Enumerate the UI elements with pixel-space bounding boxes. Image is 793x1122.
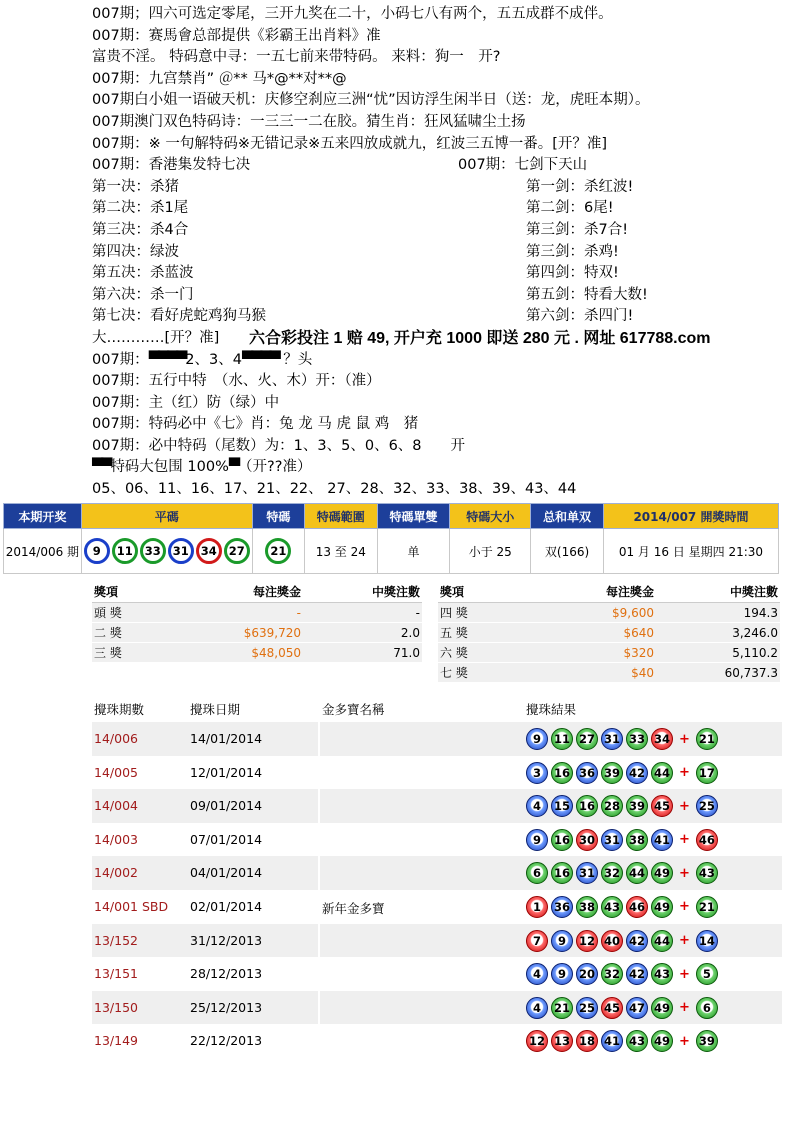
prize-amount: $40: [504, 663, 656, 683]
bar-glyphs: ▀▀▀▀: [148, 351, 186, 368]
duel-row: [92, 220, 782, 242]
prize-amount: $9,600: [504, 603, 656, 623]
lottery-ball: 31: [601, 829, 623, 851]
lottery-ball: 42: [626, 762, 648, 784]
draw-number-link[interactable]: 14/001 SBD: [94, 898, 169, 914]
text-line: 007期；四六可选定零尾，三开九奖在二十，小码七八有两个，五五成群不成伴。: [92, 6, 613, 22]
draw-number-link[interactable]: 14/005: [94, 764, 138, 780]
lottery-ball: 9: [551, 963, 573, 985]
prize-name: 三 獎: [92, 643, 158, 663]
duel-row: [92, 242, 782, 264]
lottery-ball: 27: [576, 728, 598, 750]
lottery-ball: 11: [551, 728, 573, 750]
draw-number-link[interactable]: 14/006: [94, 731, 138, 746]
special-lottery-ball: 39: [696, 1030, 718, 1052]
prize-row: [92, 603, 422, 623]
plus-icon: +: [679, 899, 690, 915]
prize-header: 獎項: [92, 580, 158, 603]
lottery-ball: 7: [526, 930, 548, 952]
lottery-ball: 20: [576, 963, 598, 985]
duel-right: 第五剑：特看大数!: [526, 286, 648, 303]
lottery-ball: 4: [526, 963, 548, 985]
history-col-header: 攪珠日期: [190, 702, 241, 717]
draw-date: 12/01/2014: [190, 764, 263, 780]
special-lottery-ball: 21: [696, 896, 718, 918]
col-header: 本期开奖: [4, 504, 82, 529]
lottery-ball: 43: [651, 963, 673, 985]
lottery-ball: 31: [601, 728, 623, 750]
prize-row: [438, 663, 780, 683]
prize-amount: -: [158, 603, 303, 623]
duel-right: 第二剑：6尾!: [526, 200, 614, 217]
prize-name: 五 獎: [438, 623, 504, 643]
period-cell: 2014/006 期: [4, 529, 82, 574]
prize-name: 七 獎: [438, 663, 504, 683]
lottery-ball: 4: [526, 795, 548, 817]
draw-date: 09/01/2014: [190, 798, 263, 814]
special-lottery-ball: 5: [696, 963, 718, 985]
lottery-ball: 15: [551, 795, 573, 817]
duel-row: [92, 263, 782, 285]
draw-date: 04/01/2014: [190, 865, 263, 881]
prize-name: 六 獎: [438, 643, 504, 663]
draw-result-balls: [526, 829, 721, 851]
prize-header: 每注獎金: [504, 580, 656, 603]
history-row: [92, 823, 782, 857]
special-lottery-ball: 43: [696, 862, 718, 884]
history-row: [92, 991, 782, 1025]
plus-icon: +: [679, 966, 690, 982]
lottery-ball: 36: [551, 896, 573, 918]
lottery-ball: 33: [140, 538, 166, 564]
lottery-ball: 9: [526, 728, 548, 750]
lottery-ball: 39: [626, 795, 648, 817]
lottery-ball: 49: [651, 997, 673, 1019]
draw-number-link[interactable]: 13/149: [94, 1033, 138, 1049]
prize-count: 2.0: [303, 623, 422, 643]
draw-result-balls: [526, 963, 721, 985]
prize-row: [438, 643, 780, 663]
history-row: [92, 856, 782, 890]
lottery-ball: 38: [576, 896, 598, 918]
draw-number-link[interactable]: 13/152: [94, 932, 138, 948]
lottery-ball: 16: [551, 829, 573, 851]
lottery-ball: 12: [526, 1030, 548, 1052]
text-line: 富贵不淫。 特码意中寻：一五七前来带特码。 来料：狗一 开?: [92, 49, 501, 66]
col-header: 特碼範圍: [304, 504, 377, 529]
text-line: 007期澳门双色特码诗：一三三一二在胶。猜生肖：狂风猛啸尘土扬: [92, 113, 526, 130]
duel-right: 第三剑：杀7合!: [526, 221, 629, 238]
bar-glyphs: ▀▀▀▀: [241, 351, 279, 368]
draw-date: 31/12/2013: [190, 932, 263, 948]
ad-left-text: 大…………[开？准]: [92, 329, 220, 346]
lottery-ball: 45: [651, 795, 673, 817]
lottery-ball: 31: [576, 862, 598, 884]
draw-date: 28/12/2013: [190, 966, 263, 982]
lottery-ball: 41: [651, 829, 673, 851]
special-lottery-ball: 6: [696, 997, 718, 1019]
text-line: 007期：主（红）防（绿）中: [92, 394, 280, 411]
lottery-ball: 34: [651, 728, 673, 750]
prize-header: 中獎注數: [303, 580, 422, 603]
lottery-ball: 12: [576, 930, 598, 952]
lottery-ball: 21: [551, 997, 573, 1019]
special-lottery-ball: 25: [696, 795, 718, 817]
draw-number-link[interactable]: 14/004: [94, 798, 138, 814]
lottery-ball: 32: [601, 963, 623, 985]
prize-amount: $320: [504, 643, 656, 663]
line-text: ？头: [278, 351, 313, 368]
lottery-ball: 40: [601, 930, 623, 952]
history-row: [92, 924, 782, 958]
ad-row: [92, 328, 782, 350]
col-header: 特碼大小: [450, 504, 531, 529]
prize-row: [438, 623, 780, 643]
prize-amount: $48,050: [158, 643, 303, 663]
draw-result-balls: [526, 762, 721, 784]
prize-header: 每注獎金: [158, 580, 303, 603]
duel-left: 第一决：杀猪: [92, 178, 179, 195]
text-line: [92, 350, 782, 372]
prize-row: [92, 643, 422, 663]
duel-left: 第六决：杀一门: [92, 286, 194, 303]
lottery-ball: 30: [576, 829, 598, 851]
size-cell: 小于 25: [450, 529, 531, 574]
plus-icon: +: [679, 1000, 690, 1016]
prize-count: 60,737.3: [656, 663, 780, 683]
col-header: 平碼: [81, 504, 252, 529]
lottery-ball: 28: [601, 795, 623, 817]
lottery-ball: 49: [651, 862, 673, 884]
lottery-ball: 4: [526, 997, 548, 1019]
ad-banner-text[interactable]: 六合彩投注 1 赔 49, 开户充 1000 即送 280 元 . 网址 617788.com: [249, 329, 711, 347]
duel-right: 第三剑：杀鸡!: [526, 243, 619, 260]
text-line: 007期：特码必中《七》肖：兔 龙 马 虎 鼠 鸡 猪: [92, 416, 419, 433]
lottery-ball: 39: [601, 762, 623, 784]
history-row: [92, 1024, 782, 1058]
draw-date: 14/01/2014: [190, 731, 263, 746]
duel-left: 第三决：杀4合: [92, 221, 189, 238]
lottery-ball: 9: [84, 538, 110, 564]
prize-header: 獎項: [438, 580, 504, 603]
special-lottery-ball: 14: [696, 930, 718, 952]
lottery-ball: 1: [526, 896, 548, 918]
draw-result-balls: [526, 1030, 721, 1052]
bar-glyphs: ▀▀: [92, 459, 111, 476]
draw-result-balls: [526, 862, 721, 884]
prize-row: [438, 603, 780, 623]
lottery-ball: 44: [626, 862, 648, 884]
prize-name: 四 獎: [438, 603, 504, 623]
regular-balls: [82, 538, 252, 564]
lottery-ball: 11: [112, 538, 138, 564]
lottery-ball: 44: [651, 930, 673, 952]
line-text: （开??准）: [238, 459, 312, 476]
history-list: [92, 722, 782, 1058]
text-line: 007期：九宫禁肖” ＠** 马*@**对**@: [92, 70, 347, 87]
special-ball: 21: [265, 538, 291, 564]
col-header: 特碼單雙: [377, 504, 450, 529]
lottery-ball: 42: [626, 963, 648, 985]
prize-amount: $640: [504, 623, 656, 643]
lottery-ball: 49: [651, 896, 673, 918]
col-header: 特碼: [252, 504, 304, 529]
prize-table-right: [438, 580, 780, 683]
duel-right: 第六剑：杀四门!: [526, 308, 634, 325]
draw-date: 22/12/2013: [190, 1033, 263, 1049]
lottery-ball: 16: [576, 795, 598, 817]
prize-count: 71.0: [303, 643, 422, 663]
prize-header: 中獎注數: [656, 580, 780, 603]
duel-left: 第七决：看好虎蛇鸡狗马猴: [92, 308, 266, 325]
draw-result-balls: [526, 728, 721, 750]
snowball-name: 新年金多寶: [322, 900, 385, 916]
lottery-ball: 6: [526, 862, 548, 884]
history-row: [92, 722, 782, 756]
lottery-ball: 43: [626, 1030, 648, 1052]
draw-result-table: [3, 503, 779, 574]
history-row: [92, 890, 782, 924]
regular-balls-cell: [81, 529, 252, 574]
duel-title-row: [92, 155, 782, 177]
lottery-ball: 42: [626, 930, 648, 952]
lottery-ball: 18: [576, 1030, 598, 1052]
lottery-ball: 33: [626, 728, 648, 750]
special-lottery-ball: 21: [696, 728, 718, 750]
next-draw-time-cell: 01 月 16 日 星期四 21:30: [603, 529, 778, 574]
lottery-ball: 34: [196, 538, 222, 564]
lottery-ball: 25: [576, 997, 598, 1019]
draw-result-balls: [526, 795, 721, 817]
text-line: 05、06、11、16、17、21、22、 27、28、32、33、38、39、43、44: [92, 481, 577, 498]
prize-count: 3,246.0: [656, 623, 780, 643]
draw-date: 25/12/2013: [190, 999, 263, 1015]
history-col-header: 攪珠期數: [94, 702, 145, 717]
draw-result-balls: [526, 930, 721, 952]
prize-count: 5,110.2: [656, 643, 780, 663]
lottery-ball: 44: [651, 762, 673, 784]
lottery-ball: 16: [551, 862, 573, 884]
history-row: [92, 957, 782, 991]
duel-left: 第五决：杀蓝波: [92, 265, 194, 282]
duel-left: 第二决：杀1尾: [92, 200, 189, 217]
duel-row: [92, 306, 782, 328]
lottery-ball: 43: [601, 896, 623, 918]
duel-right: 第四剑：特双!: [526, 265, 619, 282]
prize-count: -: [303, 603, 422, 623]
duel-row: [92, 198, 782, 220]
prize-name: 頭 獎: [92, 603, 158, 623]
duel-right: 第一剑：杀红波!: [526, 178, 634, 195]
sum-cell: 双(166): [531, 529, 604, 574]
plus-icon: +: [679, 1033, 690, 1049]
draw-number-link[interactable]: 14/002: [94, 865, 138, 881]
special-lottery-ball: 46: [696, 829, 718, 851]
duel-right-title: 007期：七剑下天山: [458, 157, 588, 174]
odd-even-cell: 单: [377, 529, 450, 574]
text-line: 007期白小姐一语破天机：庆修空刹应三洲“忧”因访浮生闲半日（送：龙，虎旺本期）。: [92, 92, 650, 109]
plus-icon: +: [679, 731, 690, 747]
text-line: 007期：※ 一句解特码※无错记录※五来四放成就九，红波三五博一番。[开？准]: [92, 135, 608, 152]
forecast-text: [92, 4, 782, 501]
plus-icon: +: [679, 865, 690, 881]
line-text: 2、3、4: [185, 351, 242, 368]
draw-number-link[interactable]: 13/150: [94, 999, 138, 1015]
lottery-ball: 41: [601, 1030, 623, 1052]
lottery-ball: 27: [224, 538, 250, 564]
draw-number-link[interactable]: 14/003: [94, 831, 138, 847]
special-lottery-ball: 17: [696, 762, 718, 784]
draw-date: 07/01/2014: [190, 831, 263, 847]
plus-icon: +: [679, 765, 690, 781]
plus-icon: +: [679, 832, 690, 848]
draw-result-balls: [526, 896, 721, 918]
text-line: 007期：赛馬會总部提供《彩霸王出肖料》准: [92, 27, 381, 44]
lottery-ball: 45: [601, 997, 623, 1019]
lottery-ball: 16: [551, 762, 573, 784]
duel-row: [92, 177, 782, 199]
lottery-ball: 46: [626, 896, 648, 918]
history-row: [92, 756, 782, 790]
history-row: [92, 789, 782, 823]
draw-result-balls: [526, 997, 721, 1019]
lottery-ball: 38: [626, 829, 648, 851]
prize-name: 二 獎: [92, 623, 158, 643]
range-cell: 13 至 24: [304, 529, 377, 574]
prize-row: [92, 623, 422, 643]
duel-row: [92, 285, 782, 307]
prize-table-left: [92, 580, 422, 663]
lottery-ball: 3: [526, 762, 548, 784]
plus-icon: +: [679, 798, 690, 814]
duel-left-title: 007期：香港集发特七决: [92, 157, 251, 174]
lottery-ball: 36: [576, 762, 598, 784]
text-line: 007期：必中特码（尾数）为：1、3、5、0、6、8 开: [92, 437, 466, 454]
lottery-ball: 47: [626, 997, 648, 1019]
draw-number-link[interactable]: 13/151: [94, 966, 138, 982]
prize-amount: $639,720: [158, 623, 303, 643]
bar-glyphs: ▀: [228, 459, 239, 476]
lottery-ball: 9: [526, 829, 548, 851]
duel-left: 第四决：绿波: [92, 243, 179, 260]
history-col-header: 金多寶名稱: [322, 702, 385, 717]
col-header: 2014/007 開獎時間: [603, 504, 778, 529]
col-header: 总和单双: [531, 504, 604, 529]
draw-date: 02/01/2014: [190, 898, 263, 914]
history-col-header: 攪珠結果: [526, 702, 577, 717]
lottery-ball: 49: [651, 1030, 673, 1052]
text-line: [92, 457, 782, 479]
lottery-ball: 9: [551, 930, 573, 952]
prize-count: 194.3: [656, 603, 780, 623]
history-header: [92, 698, 782, 720]
lottery-ball: 13: [551, 1030, 573, 1052]
text-line: 007期：五行中特 （水、火、木）开：（准）: [92, 373, 381, 390]
special-ball-cell: [252, 529, 304, 574]
lottery-ball: 31: [168, 538, 194, 564]
line-text: 特码大包围 100%: [110, 459, 229, 476]
lottery-ball: 32: [601, 862, 623, 884]
plus-icon: +: [679, 933, 690, 949]
line-prefix: 007期：: [92, 351, 149, 368]
